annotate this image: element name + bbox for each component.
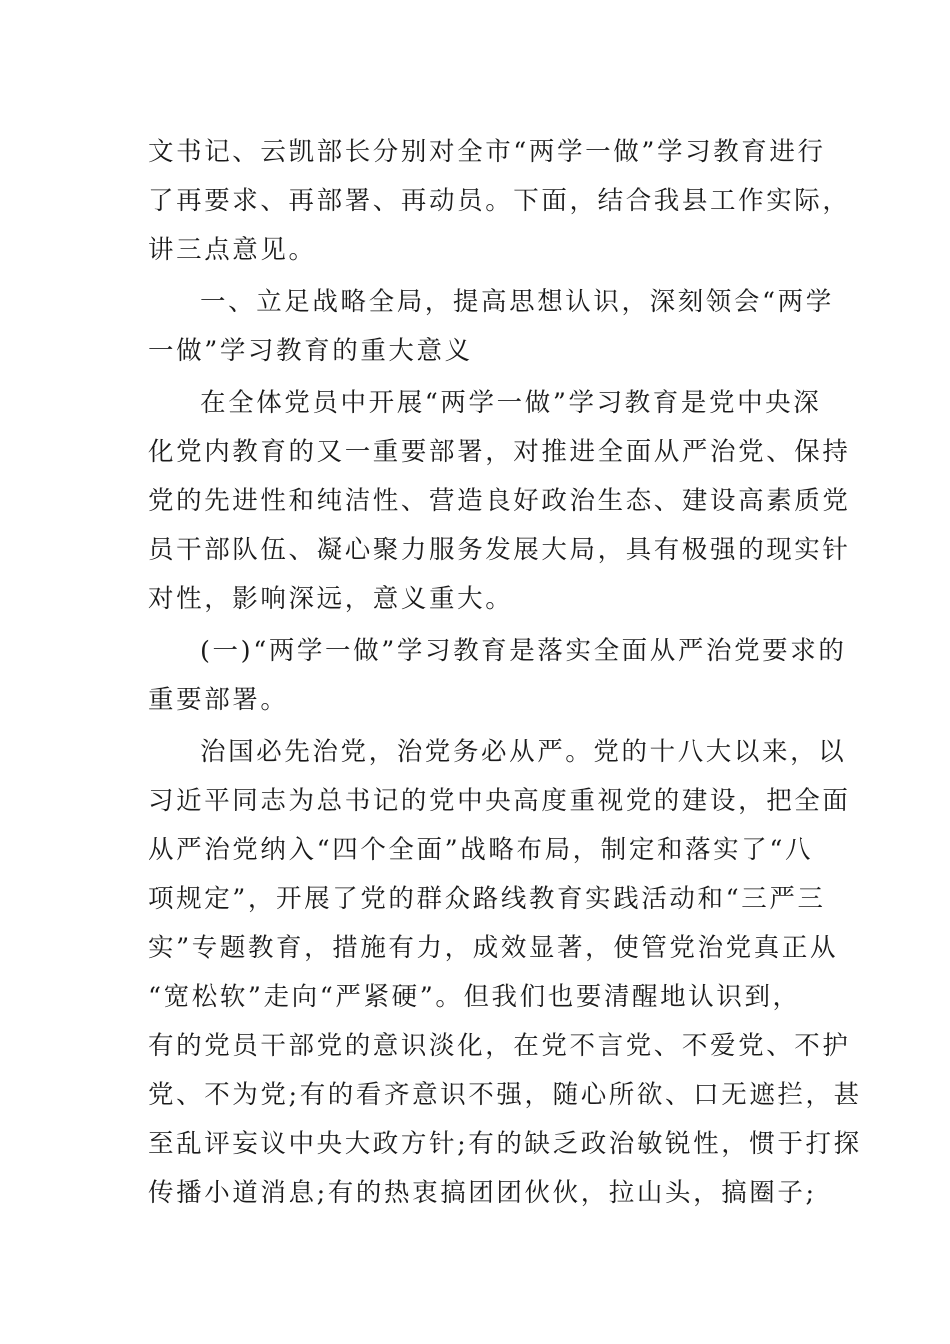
text-line: 了再要求、再部署、再动员。下面，结合我县工作实际，	[148, 186, 851, 216]
text-line: 党、不为党;有的看齐意识不强，随心所欲、口无遮拦，甚	[148, 1080, 862, 1110]
subsection-heading-line: 重要部署。	[148, 685, 289, 715]
text-line: 治国必先治党，治党务必从严。党的十八大以来，以	[200, 737, 847, 767]
body-text	[148, 128, 862, 1218]
text-line: 化党内教育的又一重要部署，对推进全面从严治党、保持	[148, 437, 851, 467]
text-line: 员干部队伍、凝心聚力服务发展大局，具有极强的现实针	[148, 535, 851, 565]
text-line: 有的党员干部党的意识淡化，在党不言党、不爱党、不护	[148, 1031, 851, 1061]
text-line: 实”专题教育，措施有力，成效显著，使管党治党真正从	[148, 933, 839, 963]
text-line: 至乱评妄议中央大政方针;有的缺乏政治敏锐性，惯于打探	[148, 1129, 862, 1159]
text-line: 从严治党纳入“四个全面”战略布局，制定和落实了“八	[148, 835, 814, 865]
subsection-heading-line: (一)“两学一做”学习教育是落实全面从严治党要求的	[200, 636, 847, 666]
text-line: 文书记、云凯部长分别对全市“两学一做”学习教育进行	[148, 137, 826, 167]
text-line: “宽松软”走向“严紧硬”。但我们也要清醒地认识到，	[148, 982, 801, 1012]
text-line: 习近平同志为总书记的党中央高度重视党的建设，把全面	[148, 786, 851, 816]
text-line: 对性，影响深远，意义重大。	[148, 584, 514, 614]
section-heading-line: 一做”学习教育的重大意义	[148, 336, 473, 366]
section-heading-line: 一、立足战略全局，提高思想认识，深刻领会“两学	[200, 287, 834, 317]
text-line: 党的先进性和纯洁性、营造良好政治生态、建设高素质党	[148, 486, 851, 516]
text-line: 讲三点意见。	[148, 235, 317, 265]
text-line: 在全体党员中开展“两学一做”学习教育是党中央深	[200, 388, 822, 418]
text-line: 传播小道消息;有的热衷搞团团伙伙，拉山头，搞圈子;	[148, 1178, 817, 1208]
text-line: 项规定”，开展了党的群众路线教育实践活动和“三严三	[148, 884, 826, 914]
